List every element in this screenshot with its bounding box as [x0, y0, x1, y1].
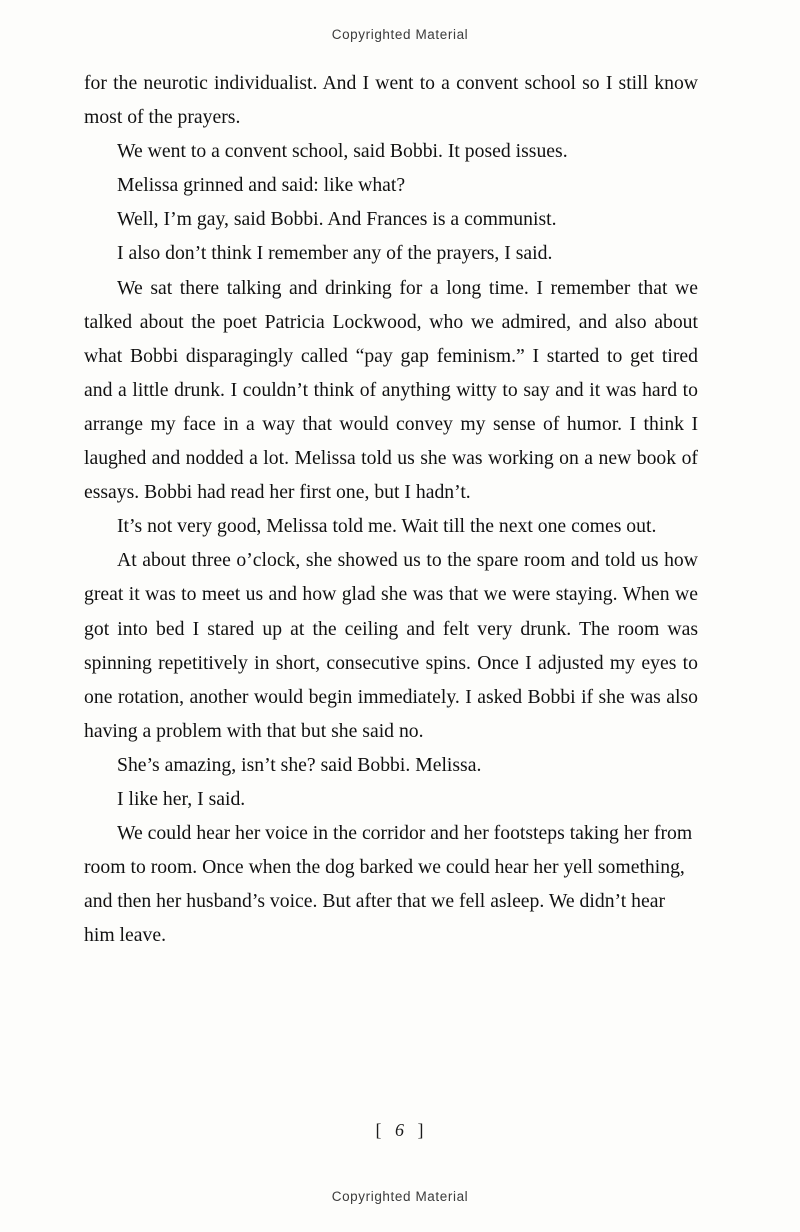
paragraph: It’s not very good, Melissa told me. Wait till the next one comes out. — [117, 515, 657, 538]
paragraph: At about three o’clock, she showed us to the spare room and told us how great it was to meet us and how glad she was that we were staying. When we got into bed I stared up at the ceiling and felt very drunk. The room was spinning repetitively in short, consecutive spins. Once I adjusted my eyes to one rotation, another would begin immediately. I asked Bobbi if she was also having a problem with that but she said no. — [84, 549, 698, 742]
copyright-watermark-top: Copyrighted Material — [331, 27, 469, 42]
page-body-text — [84, 66, 698, 952]
paragraph: Melissa grinned and said: like what? — [117, 174, 406, 197]
page-number — [0, 1120, 800, 1141]
paragraph: She’s amazing, isn’t she? said Bobbi. Melissa. — [117, 753, 482, 776]
paragraph: I like her, I said. — [117, 787, 246, 810]
paragraph: I also don’t think I remember any of the prayers, I said. — [117, 242, 553, 265]
folio-left-bracket: [ — [375, 1120, 383, 1140]
paragraph: We went to a convent school, said Bobbi. It posed issues. — [117, 140, 568, 163]
paragraph: We sat there talking and drinking for a long time. I remember that we talked about the poet Patricia Lockwood, who we admired, and also about what Bobbi disparagingly called “pay gap feminism.” I started to get tired and a little drunk. I couldn’t think of anything witty to say and it was hard to arrange my face in a way that would convey my sense of humor. I think I laughed and nodded a lot. Melissa told us she was working on a new book of essays. Bobbi had read her first one, but I hadn’t. — [84, 276, 698, 504]
folio-right-bracket: ] — [417, 1120, 425, 1140]
paragraph: for the neurotic individualist. And I went to a convent school so I still know most of the prayers. — [84, 72, 698, 129]
folio-number: 6 — [395, 1120, 405, 1140]
paragraph: We could hear her voice in the corridor and her footsteps taking her from room to room. Once when the dog barked we could hear her yell something, and then her husband’s voice. But after that we fell asleep. We didn’t hear him leave. — [84, 822, 693, 947]
copyright-watermark-bottom: Copyrighted Material — [331, 1189, 469, 1204]
paragraph: Well, I’m gay, said Bobbi. And Frances is a communist. — [117, 208, 557, 231]
